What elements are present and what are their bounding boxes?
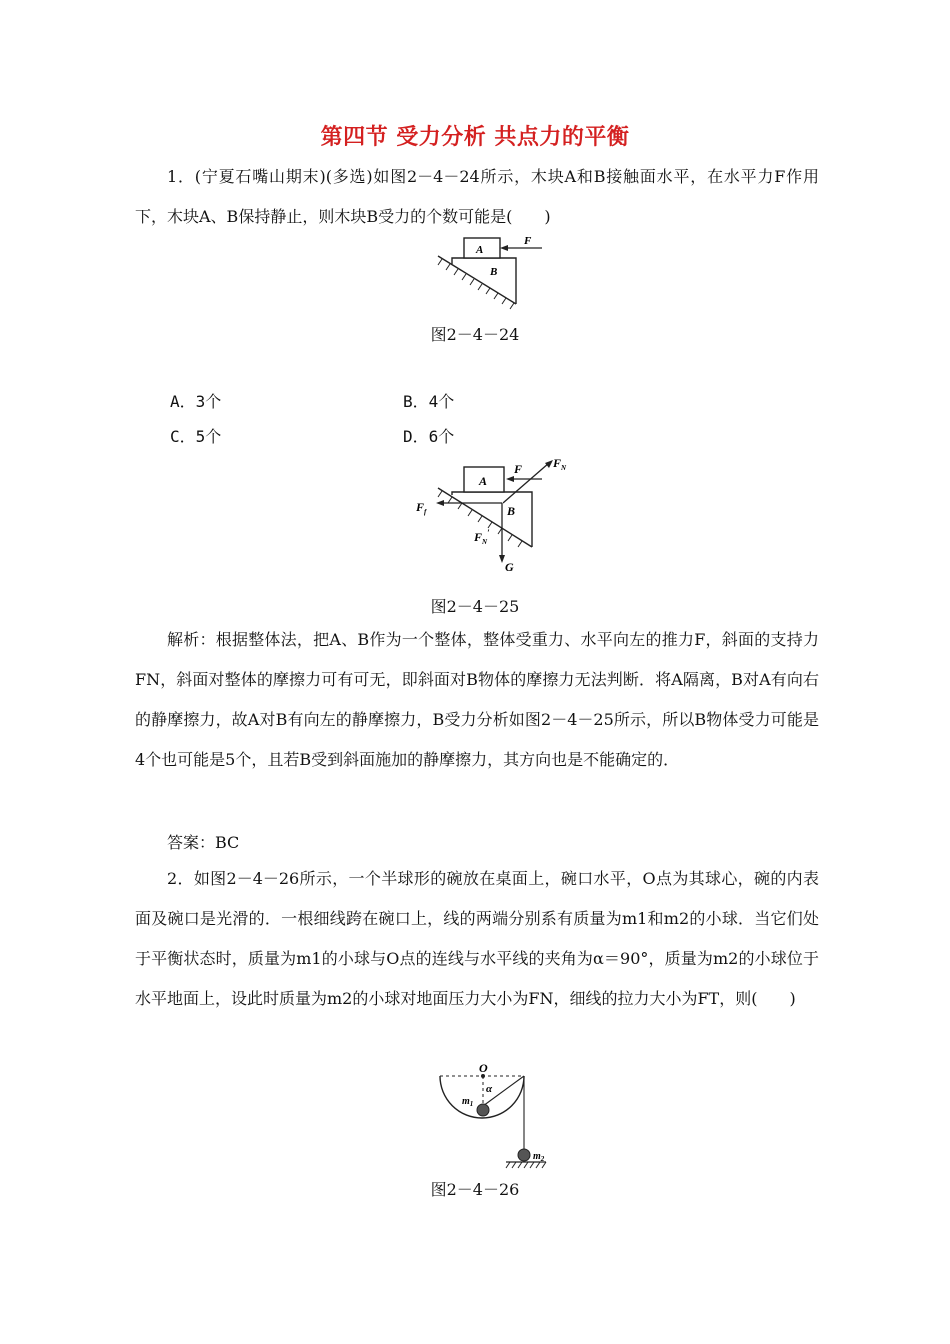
option-b: B．4个 xyxy=(403,392,455,411)
label-f: F xyxy=(514,462,523,476)
label-fn: $F_N$ xyxy=(553,456,567,472)
force-f-arrowhead xyxy=(506,476,514,482)
option-d: D．6个 xyxy=(403,427,455,446)
ball-m2 xyxy=(518,1149,530,1161)
incline-hatching xyxy=(438,256,516,309)
label-f: F xyxy=(524,235,532,247)
force-ff-arrowhead xyxy=(436,500,444,506)
label-m2: $m_2$ xyxy=(533,1151,545,1163)
question-1-analysis: 解析：根据整体法，把A、B作为一个整体，整体受重力、水平向左的推力F，斜面的支持力FN，斜面对整体的摩擦力可有可无，即斜面对B物体的摩擦力无法判断．将A隔离，B对A有向右的静摩擦力，故A对B有向左的静摩擦力，B受力分析如图2－4－25所示，所以B物体受力可能是4个也可能是5个，且若B受到斜面施加的静摩擦力，其方向也是不能确定的． xyxy=(135,630,819,769)
force-f-arrowhead xyxy=(500,245,508,251)
label-b: B xyxy=(507,504,516,518)
ground-hatching xyxy=(506,1162,546,1168)
figure-caption-2-4-25: 图2－4－25 xyxy=(430,597,520,616)
label-g: G xyxy=(505,560,514,574)
question-1-answer: 答案：BC xyxy=(167,833,240,852)
option-c: C．5个 xyxy=(170,427,222,446)
force-fn-arrow xyxy=(503,463,549,503)
force-fn-arrowhead xyxy=(545,460,553,468)
label-fn-prime: $F_N'$ xyxy=(474,528,490,546)
ball-m1 xyxy=(477,1104,489,1116)
question-1-stem: 1．(宁夏石嘴山期末)(多选)如图2－4－24所示，木块A和B接触面水平，在水平力F作用下，木块A、B保持静止，则木块B受力的个数可能是( ) xyxy=(135,167,819,226)
figure-2-4-26 xyxy=(430,1062,560,1172)
label-m1: $m_1$ xyxy=(462,1096,474,1108)
label-alpha: α xyxy=(486,1083,493,1095)
block-b xyxy=(452,258,516,304)
figure-caption-2-4-24: 图2－4－24 xyxy=(430,325,520,344)
label-o: O xyxy=(479,1061,488,1075)
figure-2-4-24 xyxy=(430,232,560,310)
figure-2-4-25 xyxy=(410,455,585,577)
label-b: B xyxy=(490,266,498,278)
section-title: 第四节 受力分析 共点力的平衡 xyxy=(320,124,630,150)
label-a: A xyxy=(476,244,484,256)
label-a: A xyxy=(479,474,488,488)
option-a: A．3个 xyxy=(170,392,222,411)
question-2-stem: 2．如图2－4－26所示，一个半球形的碗放在桌面上，碗口水平，O点为其球心，碗的内表面及碗口是光滑的．一根细线跨在碗口上，线的两端分别系有质量为m1和m2的小球．当它们处于平衡状态时，质量为m1的小球与O点的连线与水平线的夹角为α＝90°，质量为m2的小球位于水平地面上，设此时质量为m2的小球对地面压力大小为FN，细线的拉力大小为FT，则( ) xyxy=(135,869,819,1008)
label-ff: $F_f$ xyxy=(416,500,427,516)
figure-caption-2-4-26: 图2－4－26 xyxy=(430,1180,520,1199)
